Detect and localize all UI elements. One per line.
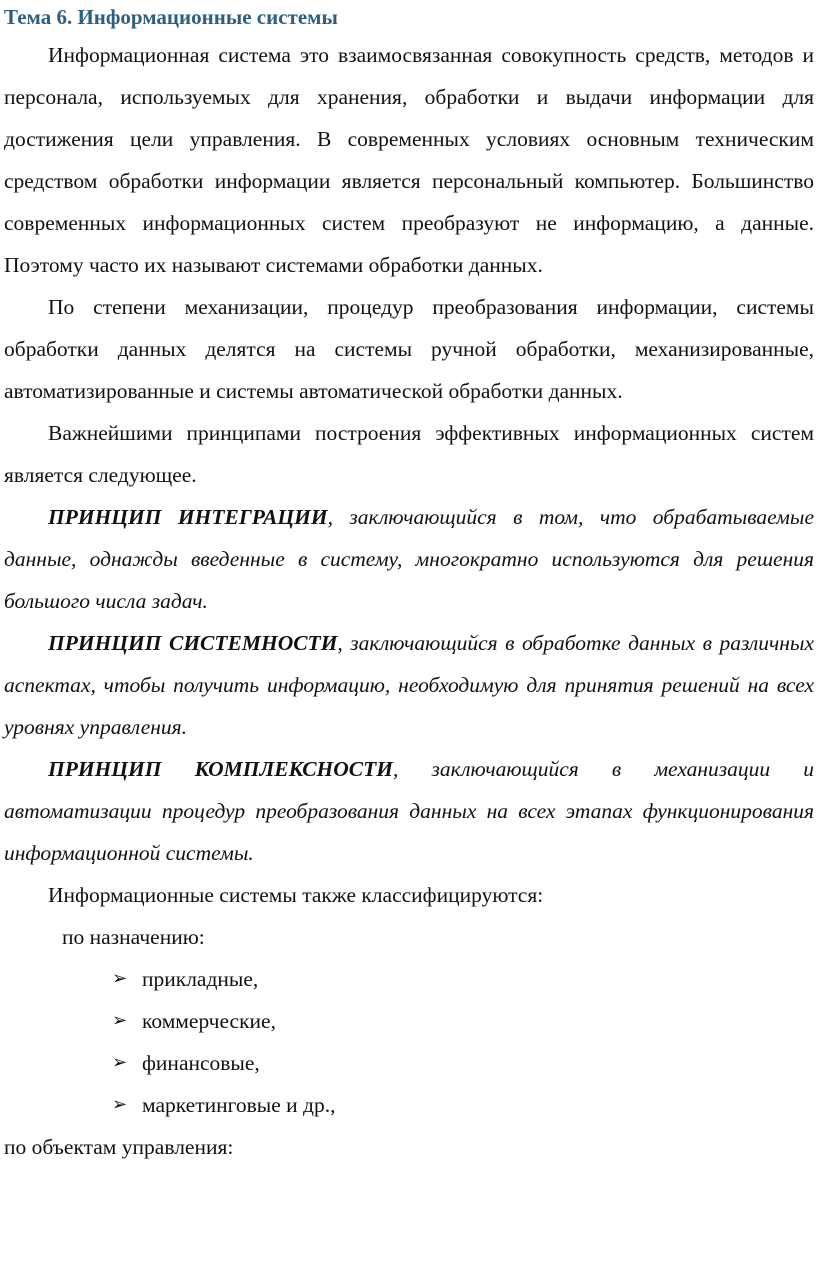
paragraph-mechanization: По степени механизации, процедур преобразования информации, системы обработки данных делятся на системы ручной обработки, механизированные, автоматизированные и системы автоматической обработки данных. xyxy=(4,295,814,403)
classification-by-purpose-label: по назначению: xyxy=(62,925,205,949)
arrow-bullet-icon: ➢ xyxy=(112,1094,128,1115)
principle-text: , заключающийся в обработке данных в различных аспектах, чтобы получить информацию, необходимую для принятия решений на всех уровнях управления. xyxy=(4,631,814,739)
list-item: ➢ коммерческие, xyxy=(112,1000,814,1042)
classification-intro: Информационные системы также классифицируются: xyxy=(48,883,544,907)
page-title: Тема 6. Информационные системы xyxy=(4,5,338,29)
principle-name: ПРИНЦИП КОМПЛЕКСНОСТИ xyxy=(48,757,393,781)
principle-systemness xyxy=(4,622,814,748)
list-item: ➢ финансовые, xyxy=(112,1042,814,1084)
principle-text: , заключающийся в механизации и автоматизации процедур преобразования данных на всех этапах функционирования информационной системы. xyxy=(4,757,814,865)
purpose-list xyxy=(4,958,814,1126)
list-item: ➢ прикладные, xyxy=(112,958,814,1000)
arrow-bullet-icon: ➢ xyxy=(112,1052,128,1073)
arrow-bullet-icon: ➢ xyxy=(112,968,128,989)
principle-text: , заключающийся в том, что обрабатываемые данные, однажды введенные в систему, многократно используются для решения большого числа задач. xyxy=(4,505,814,613)
classification-by-objects-label: по объектам управления: xyxy=(4,1135,234,1159)
principle-complexity xyxy=(4,748,814,874)
list-item: ➢ маркетинговые и др., xyxy=(112,1084,814,1126)
principle-name: ПРИНЦИП ИНТЕГРАЦИИ xyxy=(48,505,328,529)
principle-name: ПРИНЦИП СИСТЕМНОСТИ xyxy=(48,631,338,655)
arrow-bullet-icon: ➢ xyxy=(112,1010,128,1031)
paragraph-principles-intro: Важнейшими принципами построения эффективных информационных систем является следующее. xyxy=(4,421,814,487)
principle-integration xyxy=(4,496,814,622)
paragraph-definition: Информационная система это взаимосвязанная совокупность средств, методов и персонала, используемых для хранения, обработки и выдачи информации для достижения цели управления. В современных условиях основным техническим средством обработки информации является персональный компьютер. Большинство современных информационных систем преобразуют не информацию, а данные. Поэтому часто их называют системами обработки данных. xyxy=(4,43,814,277)
